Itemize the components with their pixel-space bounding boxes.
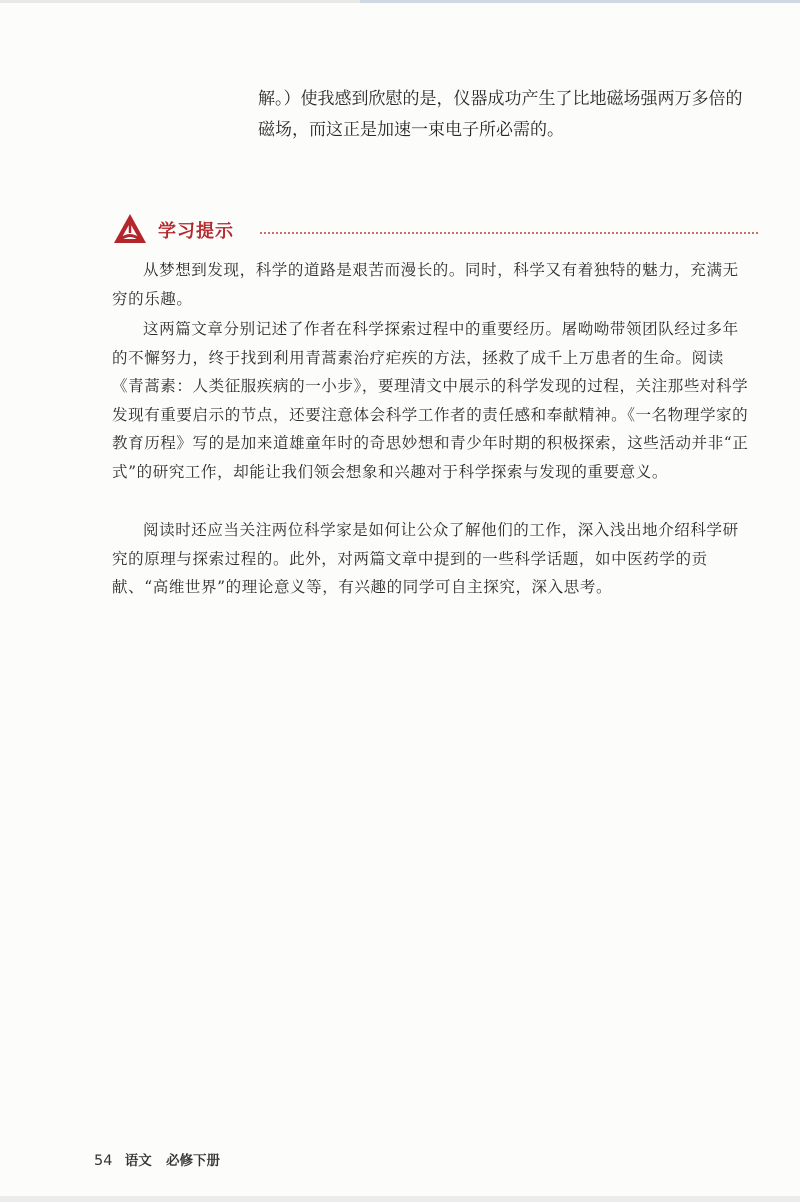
page-top-edge-tint bbox=[360, 0, 800, 3]
section-header bbox=[112, 212, 760, 248]
book-title: 语文 bbox=[124, 1153, 152, 1169]
page-number: 54 bbox=[94, 1153, 113, 1169]
page-bottom-edge bbox=[0, 1196, 800, 1202]
body-paragraph: 阅读时还应当关注两位科学家是如何让公众了解他们的工作，深入浅出地介绍科学研究的原理与探索过程的。此外，对两篇文章中提到的一些科学话题，如中医药学的贡献、“高维世界”的理论意义等，有兴趣的同学可自主探究，深入思考。 bbox=[112, 521, 739, 597]
page-footer bbox=[94, 1149, 220, 1169]
body-paragraph: 从梦想到发现，科学的道路是艰苦而漫长的。同时，科学又有着独特的魅力，充满无穷的乐趣。 bbox=[112, 261, 739, 308]
book-volume: 必修下册 bbox=[166, 1153, 221, 1169]
section-title: 学习提示 bbox=[158, 221, 234, 242]
section-divider bbox=[260, 232, 758, 234]
tip-triangle-icon bbox=[112, 212, 148, 248]
continued-paragraph: 解。）使我感到欣慰的是，仪器成功产生了比地磁场强两万多倍的磁场，而这正是加速一束电子所必需的。 bbox=[258, 89, 743, 140]
body-paragraph: 这两篇文章分别记述了作者在科学探索过程中的重要经历。屠呦呦带领团队经过多年的不懈努力，终于找到利用青蒿素治疗疟疾的方法，拯救了成千上万患者的生命。阅读《青蒿素：人类征服疾病的一小步》，要理清文中展示的科学发现的过程，关注那些对科学发现有重要启示的节点，还要注意体会科学工作者的责任感和奉献精神。《一名物理学家的教育历程》写的是加来道雄童年时的奇思妙想和青少年时期的积极探索，这些活动并非“正式”的研究工作，却能让我们领会想象和兴趣对于科学探索与发现的重要意义。 bbox=[112, 320, 749, 481]
